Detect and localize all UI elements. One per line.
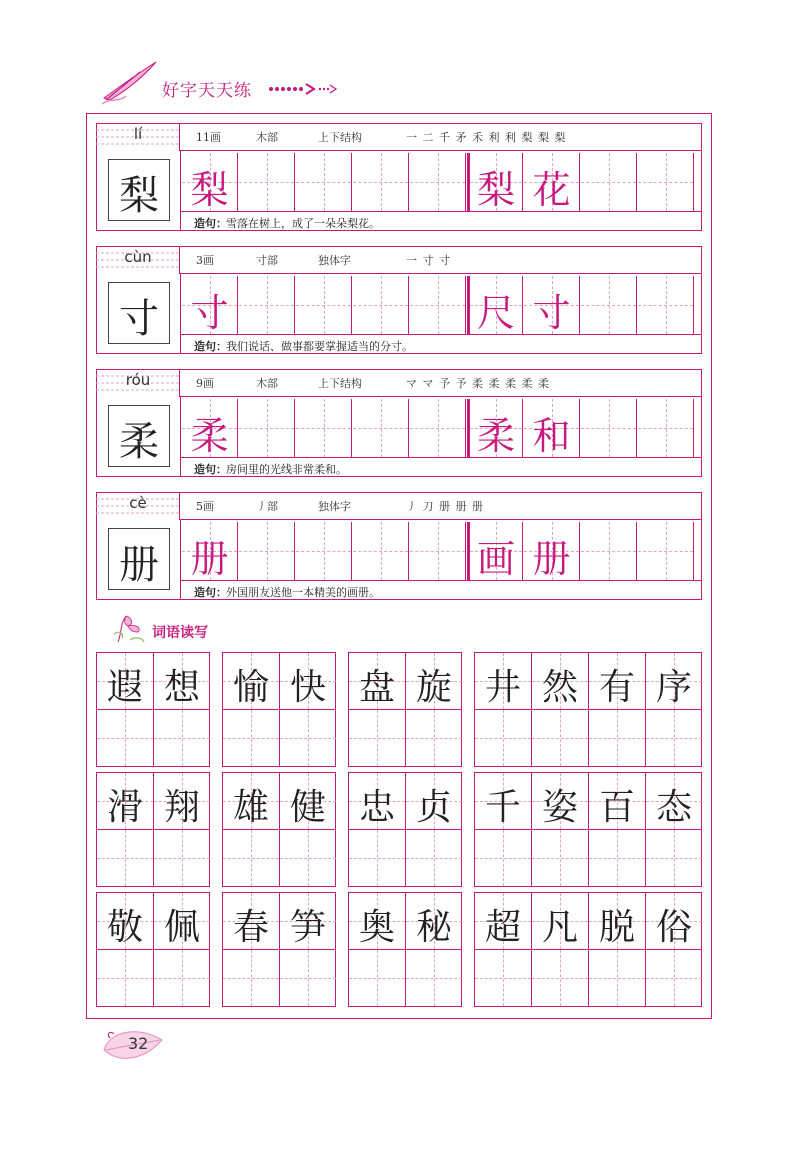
- word-practice-cell[interactable]: [646, 830, 702, 886]
- word-char-cell: [406, 653, 462, 709]
- word-char-cell: [532, 773, 588, 829]
- word-char-cell: [154, 893, 210, 949]
- grid-cell[interactable]: [524, 399, 580, 457]
- word-practice-cell[interactable]: [532, 950, 588, 1006]
- word-practice-box: [222, 652, 336, 767]
- word-character: 姿: [541, 787, 578, 828]
- word-practice-cell[interactable]: [223, 830, 279, 886]
- stroke-order: 丿 刀 册 册 册: [406, 500, 484, 513]
- grid-cell[interactable]: [410, 153, 466, 211]
- word-char-cell: [589, 773, 645, 829]
- grid-cell[interactable]: [638, 522, 694, 580]
- pinyin-area: [96, 123, 180, 151]
- word-character: 翔: [163, 787, 200, 828]
- grid-cell[interactable]: [296, 522, 352, 580]
- grid-cell[interactable]: [296, 276, 352, 334]
- structure: 独体字: [318, 500, 351, 513]
- word-practice-cell[interactable]: [154, 950, 210, 1006]
- practice-character: 梨: [190, 168, 229, 212]
- grid-cell[interactable]: [353, 399, 409, 457]
- main-character-box: [108, 528, 170, 590]
- word-character: 有: [598, 667, 635, 708]
- word-practice-box: [348, 892, 462, 1007]
- practice-grid: [182, 153, 702, 211]
- practice-grid: [182, 276, 702, 334]
- grid-cell[interactable]: [239, 153, 295, 211]
- word-character: 凡: [541, 907, 578, 948]
- word-practice-cell[interactable]: [349, 950, 405, 1006]
- pinyin: cùn: [124, 248, 152, 266]
- word-char-cell: [280, 653, 336, 709]
- word-practice-cell[interactable]: [532, 830, 588, 886]
- word-practice-cell[interactable]: [646, 950, 702, 1006]
- grid-cell[interactable]: [581, 522, 637, 580]
- word-practice-box: [474, 892, 702, 1007]
- main-character-box: [108, 282, 170, 344]
- grid-cell[interactable]: [239, 276, 295, 334]
- page-number-badge: [100, 1020, 180, 1070]
- stroke-order: マ マ 予 予 柔 柔 柔 柔 柔: [406, 377, 550, 390]
- word-character: 笋: [289, 907, 326, 948]
- structure: 上下结构: [318, 377, 362, 390]
- word-character: 滑: [106, 787, 143, 828]
- word-practice-cell[interactable]: [475, 710, 531, 766]
- words-heading-text: 词语读写: [152, 625, 208, 641]
- word-character: 梨: [476, 168, 515, 212]
- radical: 丿部: [256, 500, 278, 513]
- word-character: 敬: [106, 907, 143, 948]
- word-practice-box: [222, 772, 336, 887]
- word-char-cell: [280, 773, 336, 829]
- practice-character: 柔: [190, 414, 229, 458]
- pinyin-area: [96, 369, 180, 397]
- quill-pen-icon: [100, 58, 160, 106]
- pinyin-area: [96, 246, 180, 274]
- word-character: 超: [484, 907, 521, 948]
- word-character: 贞: [415, 787, 452, 828]
- char-info-row: [180, 369, 702, 397]
- main-character-box: [108, 405, 170, 467]
- character-card: [96, 123, 702, 231]
- word-character: 花: [532, 168, 571, 212]
- word-character: 千: [484, 787, 521, 828]
- grid-cell[interactable]: [524, 276, 580, 334]
- sentence-label: 造句：: [194, 586, 227, 599]
- word-character: 序: [655, 667, 692, 708]
- main-character: 册: [119, 542, 159, 588]
- grid-cell[interactable]: [467, 522, 523, 580]
- word-character: 秘: [415, 907, 452, 948]
- practice-character: 寸: [190, 291, 229, 335]
- word-char-cell: [154, 653, 210, 709]
- grid-cell[interactable]: [410, 522, 466, 580]
- words-section-heading: [110, 612, 310, 646]
- word-practice-box: [474, 772, 702, 887]
- word-practice-box: [348, 772, 462, 887]
- word-practice-cell[interactable]: [589, 950, 645, 1006]
- word-practice-cell[interactable]: [532, 710, 588, 766]
- stroke-count: 3画: [196, 254, 214, 267]
- main-character-box: [108, 159, 170, 221]
- word-character: 春: [232, 907, 269, 948]
- grid-cell[interactable]: [467, 399, 523, 457]
- grid-cell[interactable]: [182, 399, 238, 457]
- word-practice-box: [348, 652, 462, 767]
- word-char-cell: [97, 653, 153, 709]
- example-sentence: [180, 457, 702, 477]
- example-sentence: [180, 580, 702, 600]
- pinyin: róu: [125, 371, 151, 389]
- main-character: 梨: [119, 173, 159, 219]
- radical: 木部: [256, 131, 278, 144]
- grid-cell[interactable]: [467, 276, 523, 334]
- char-info-row: [180, 492, 702, 520]
- word-character: 和: [532, 414, 571, 458]
- grid-cell[interactable]: [524, 153, 580, 211]
- example-sentence: [180, 211, 702, 231]
- main-character: 柔: [119, 419, 159, 465]
- word-char-cell: [406, 773, 462, 829]
- word-practice-cell[interactable]: [406, 830, 462, 886]
- word-char-cell: [223, 653, 279, 709]
- word-practice-cell[interactable]: [475, 950, 531, 1006]
- word-char-cell: [646, 773, 702, 829]
- word-char-cell: [154, 773, 210, 829]
- word-character: 脱: [598, 907, 635, 948]
- word-practice-cell[interactable]: [589, 830, 645, 886]
- grid-cell[interactable]: [581, 276, 637, 334]
- word-character: 柔: [476, 414, 515, 458]
- sentence-label: 造句：: [194, 463, 227, 476]
- word-char-cell: [646, 893, 702, 949]
- word-character: 想: [163, 667, 200, 708]
- word-practice-cell[interactable]: [280, 710, 336, 766]
- word-character: 册: [532, 537, 571, 581]
- character-card: [96, 246, 702, 354]
- sentence-label: 造句：: [194, 217, 227, 230]
- grid-cell[interactable]: [410, 399, 466, 457]
- grid-cell[interactable]: [353, 153, 409, 211]
- grid-cell[interactable]: [638, 153, 694, 211]
- word-character: 旋: [415, 667, 452, 708]
- grid-cell[interactable]: [581, 153, 637, 211]
- pinyin-area: [96, 492, 180, 520]
- sentence-label: 造句：: [194, 340, 227, 353]
- structure: 上下结构: [318, 131, 362, 144]
- word-character: 态: [655, 787, 692, 828]
- word-practice-cell[interactable]: [97, 830, 153, 886]
- word-practice-cell[interactable]: [349, 830, 405, 886]
- word-char-cell: [349, 653, 405, 709]
- word-char-cell: [532, 893, 588, 949]
- stroke-order: 一 寸 寸: [406, 254, 451, 267]
- word-char-cell: [223, 773, 279, 829]
- word-char-cell: [349, 893, 405, 949]
- grid-cell[interactable]: [524, 522, 580, 580]
- word-practice-box: [474, 652, 702, 767]
- practice-character: 册: [190, 537, 229, 581]
- header-title: 好字天天练: [162, 81, 252, 101]
- word-char-cell: [349, 773, 405, 829]
- word-practice-cell[interactable]: [646, 710, 702, 766]
- sentence-text: 外国朋友送他一本精美的画册。: [226, 586, 380, 599]
- word-practice-cell[interactable]: [589, 710, 645, 766]
- grid-cell[interactable]: [239, 399, 295, 457]
- word-practice-cell[interactable]: [280, 950, 336, 1006]
- grid-cell[interactable]: [239, 522, 295, 580]
- word-character: 奥: [358, 907, 395, 948]
- stroke-count: 9画: [196, 377, 214, 390]
- word-char-cell: [475, 773, 531, 829]
- word-character: 佩: [163, 907, 200, 948]
- sentence-text: 房间里的光线非常柔和。: [226, 463, 347, 476]
- char-info-row: [180, 123, 702, 151]
- word-character: 愉: [232, 667, 269, 708]
- char-info-row: [180, 246, 702, 274]
- grid-cell[interactable]: [638, 399, 694, 457]
- pinyin: cè: [129, 494, 147, 512]
- word-char-cell: [97, 773, 153, 829]
- grid-cell[interactable]: [182, 153, 238, 211]
- word-char-cell: [223, 893, 279, 949]
- word-char-cell: [475, 893, 531, 949]
- word-char-cell: [589, 893, 645, 949]
- word-practice-cell[interactable]: [223, 950, 279, 1006]
- word-practice-cell[interactable]: [97, 950, 153, 1006]
- structure: 独体字: [318, 254, 351, 267]
- word-char-cell: [97, 893, 153, 949]
- word-char-cell: [280, 893, 336, 949]
- word-character: 盘: [358, 667, 395, 708]
- word-practice-cell[interactable]: [280, 830, 336, 886]
- practice-grid: [182, 399, 702, 457]
- stroke-order: 一 二 千 矛 禾 利 利 梨 梨 梨: [406, 131, 567, 144]
- word-char-cell: [646, 653, 702, 709]
- stroke-count: 5画: [196, 500, 214, 513]
- example-sentence: [180, 334, 702, 354]
- word-character: 雄: [232, 787, 269, 828]
- word-character: 俗: [655, 907, 692, 948]
- word-char-cell: [475, 653, 531, 709]
- page-number: 32: [128, 1034, 149, 1053]
- main-character: 寸: [119, 296, 159, 342]
- word-character: 快: [289, 667, 326, 708]
- word-character: 尺: [476, 291, 515, 335]
- grid-cell[interactable]: [467, 153, 523, 211]
- grid-cell[interactable]: [581, 399, 637, 457]
- practice-grid: [182, 522, 702, 580]
- stroke-count: 11画: [196, 131, 221, 144]
- sentence-text: 雪落在树上，成了一朵朵梨花。: [226, 217, 380, 230]
- word-practice-cell[interactable]: [97, 710, 153, 766]
- radical: 木部: [256, 377, 278, 390]
- page-header: [100, 58, 400, 108]
- word-practice-box: [222, 892, 336, 1007]
- word-character: 遐: [106, 667, 143, 708]
- word-practice-cell[interactable]: [223, 710, 279, 766]
- word-practice-box: [96, 772, 210, 887]
- grid-cell[interactable]: [353, 522, 409, 580]
- word-character: 忠: [358, 787, 395, 828]
- word-practice-cell[interactable]: [475, 830, 531, 886]
- word-practice-cell[interactable]: [154, 830, 210, 886]
- word-char-cell: [532, 653, 588, 709]
- word-practice-box: [96, 892, 210, 1007]
- word-character: 寸: [532, 291, 571, 335]
- word-practice-cell[interactable]: [406, 710, 462, 766]
- radical: 寸部: [256, 254, 278, 267]
- character-card: [96, 492, 702, 600]
- flower-icon: [110, 612, 150, 646]
- grid-cell[interactable]: [353, 276, 409, 334]
- sentence-text: 我们说话、做事都要掌握适当的分寸。: [226, 340, 413, 353]
- word-character: 然: [541, 667, 578, 708]
- word-character: 画: [476, 537, 515, 581]
- word-character: 百: [598, 787, 635, 828]
- grid-cell[interactable]: [182, 276, 238, 334]
- grid-cell[interactable]: [296, 153, 352, 211]
- word-char-cell: [589, 653, 645, 709]
- pinyin: lí: [133, 125, 143, 143]
- word-practice-cell[interactable]: [154, 710, 210, 766]
- word-practice-cell[interactable]: [349, 710, 405, 766]
- word-char-cell: [406, 893, 462, 949]
- dotted-arrow-icon: [268, 82, 338, 96]
- grid-cell[interactable]: [410, 276, 466, 334]
- word-practice-cell[interactable]: [406, 950, 462, 1006]
- word-practice-box: [96, 652, 210, 767]
- grid-cell[interactable]: [182, 522, 238, 580]
- word-character: 井: [484, 667, 521, 708]
- word-character: 健: [289, 787, 326, 828]
- grid-cell[interactable]: [296, 399, 352, 457]
- grid-cell[interactable]: [638, 276, 694, 334]
- character-card: [96, 369, 702, 477]
